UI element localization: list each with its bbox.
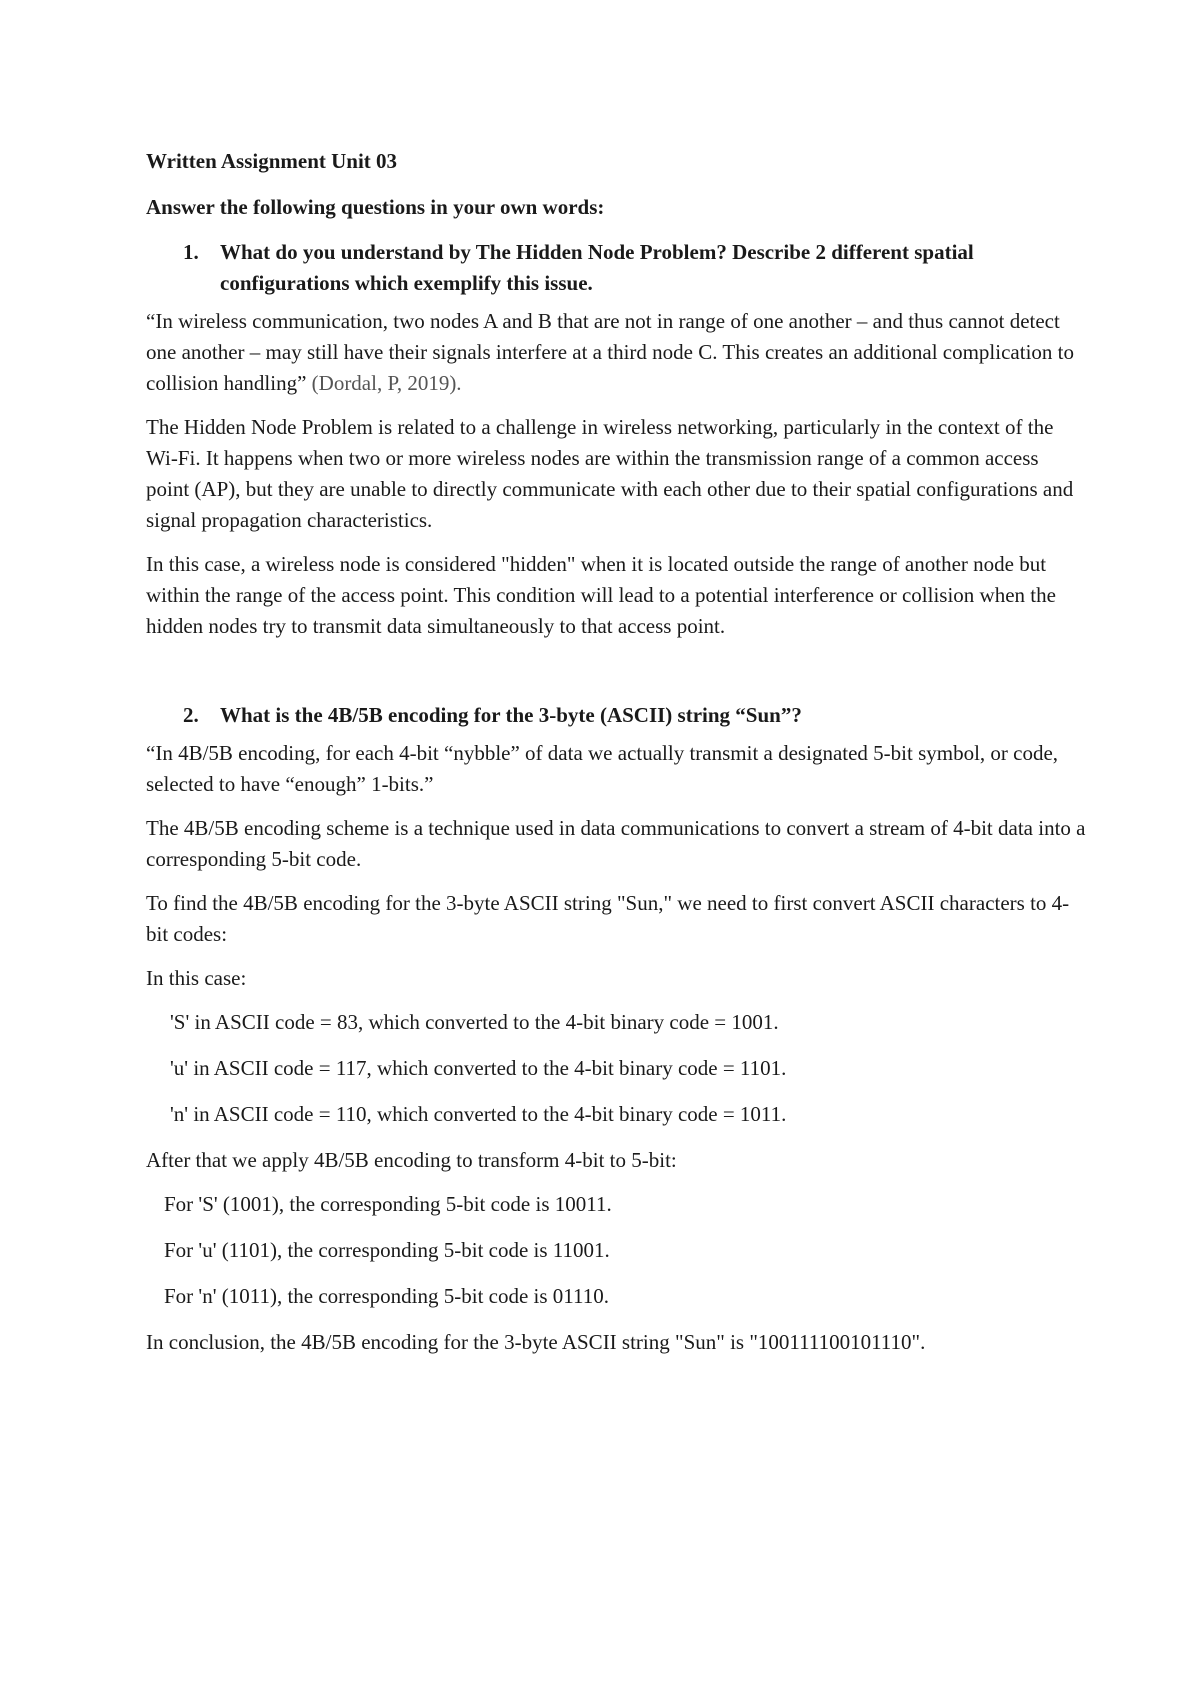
document-title: Written Assignment Unit 03	[146, 149, 398, 173]
document-body	[146, 146, 1086, 1371]
instruction-text: Answer the following questions in your own words:	[146, 195, 605, 219]
section-spacer	[146, 655, 1086, 700]
q1-citation: (Dordal, P, 2019).	[311, 371, 462, 395]
question-2-number: 2.	[183, 703, 199, 727]
question-1-text: What do you understand by The Hidden Node Problem? Describe 2 different spatial configurations which exemplify this issue.	[220, 240, 974, 295]
ascii-line-s: 'S' in ASCII code = 83, which converted to the 4-bit binary code = 1001.	[170, 1010, 779, 1034]
question-2	[146, 700, 1086, 731]
code-line-n: For 'n' (1011), the corresponding 5-bit code is 01110.	[164, 1284, 609, 1308]
q2-case-label: In this case:	[146, 966, 247, 990]
question-1-number: 1.	[183, 240, 199, 264]
q2-paragraph-2: To find the 4B/5B encoding for the 3-byte ASCII string "Sun," we need to first convert ASCII characters to 4-bit codes:	[146, 891, 1070, 946]
q1-quote-paragraph	[146, 306, 1086, 399]
q2-after-text: After that we apply 4B/5B encoding to transform 4-bit to 5-bit:	[146, 1148, 677, 1172]
ascii-line-u: 'u' in ASCII code = 117, which converted to the 4-bit binary code = 1101.	[170, 1056, 787, 1080]
q1-quote: “In wireless communication, two nodes A and B that are not in range of one another – and thus cannot detect one another – may still have their signals interfere at a third node C. This creates an additional complication to collision handling”	[146, 309, 1074, 395]
q2-quote: “In 4B/5B encoding, for each 4-bit “nybble” of data we actually transmit a designated 5-bit symbol, or code, selected to have “enough” 1-bits.”	[146, 741, 1059, 796]
question-1	[146, 237, 1086, 299]
q1-paragraph-1: The Hidden Node Problem is related to a challenge in wireless networking, particularly in the context of the Wi-Fi. It happens when two or more wireless nodes are within the transmission range of a common access point (AP), but they are unable to directly communicate with each other due to their spatial configurations and signal propagation characteristics.	[146, 415, 1074, 532]
code-line-u: For 'u' (1101), the corresponding 5-bit code is 11001.	[164, 1238, 610, 1262]
q1-paragraph-2: In this case, a wireless node is considered "hidden" when it is located outside the range of another node but within the range of the access point. This condition will lead to a potential interference or collision when the hidden nodes try to transmit data simultaneously to that access point.	[146, 552, 1056, 638]
ascii-line-n: 'n' in ASCII code = 110, which converted to the 4-bit binary code = 1011.	[170, 1102, 787, 1126]
code-line-s: For 'S' (1001), the corresponding 5-bit code is 10011.	[164, 1192, 612, 1216]
question-2-text: What is the 4B/5B encoding for the 3-byte (ASCII) string “Sun”?	[220, 703, 802, 727]
conclusion-text: In conclusion, the 4B/5B encoding for the 3-byte ASCII string "Sun" is "100111100101110".	[146, 1330, 926, 1354]
q2-paragraph-1: The 4B/5B encoding scheme is a technique used in data communications to convert a stream of 4-bit data into a corresponding 5-bit code.	[146, 816, 1086, 871]
